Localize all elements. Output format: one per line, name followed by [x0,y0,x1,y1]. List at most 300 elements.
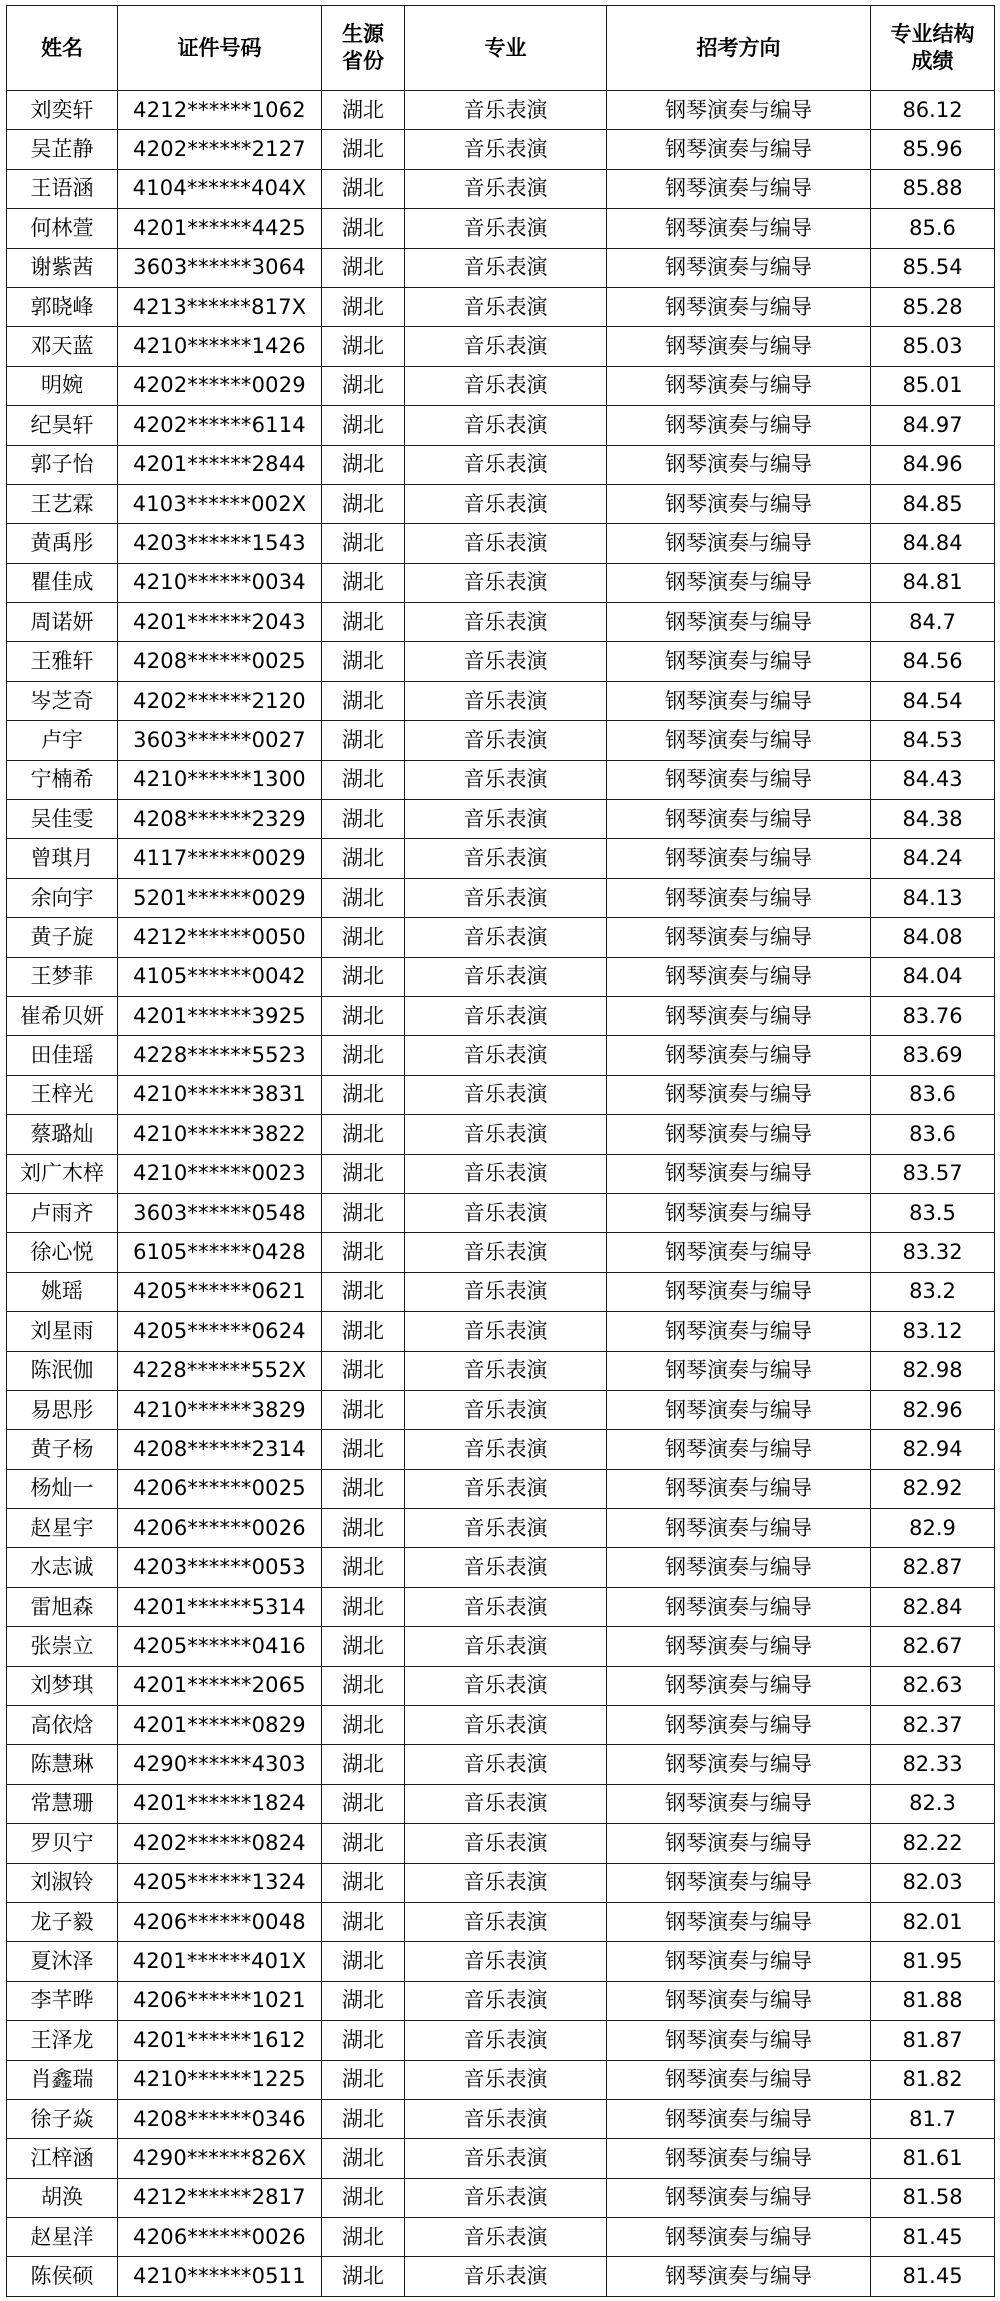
table-row [7,1902,995,1941]
province-cell: 湖北 [322,839,405,878]
score-cell: 81.45 [871,2257,995,2297]
major-cell: 音乐表演 [405,484,607,523]
id-number-cell: 4205******1324 [118,1863,322,1902]
table-row [7,1942,995,1981]
name-cell: 崔希贝妍 [7,996,118,1035]
id-number-cell: 4203******0053 [118,1548,322,1587]
score-cell: 81.87 [871,2021,995,2060]
id-number-cell: 4117******0029 [118,839,322,878]
table-row [7,1587,995,1626]
id-number-cell: 3603******0027 [118,721,322,760]
name-cell: 何林萱 [7,209,118,248]
id-number-cell: 4201******4425 [118,209,322,248]
province-cell: 湖北 [322,327,405,366]
id-number-cell: 4208******2329 [118,800,322,839]
major-cell: 音乐表演 [405,1390,607,1429]
major-cell: 音乐表演 [405,406,607,445]
name-cell: 王语涵 [7,169,118,208]
name-cell: 张崇立 [7,1627,118,1666]
table-row [7,2099,995,2138]
table-row [7,996,995,1035]
score-cell: 82.9 [871,1509,995,1548]
table-row [7,642,995,681]
province-cell: 湖北 [322,957,405,996]
direction-cell: 钢琴演奏与编导 [607,91,871,130]
province-cell: 湖北 [322,1942,405,1981]
table-row [7,1430,995,1469]
id-number-cell: 4201******2844 [118,445,322,484]
direction-cell: 钢琴演奏与编导 [607,1548,871,1587]
id-number-cell: 4205******0624 [118,1312,322,1351]
direction-cell: 钢琴演奏与编导 [607,1863,871,1902]
score-cell: 84.04 [871,957,995,996]
id-number-cell: 4213******817X [118,287,322,326]
direction-cell: 钢琴演奏与编导 [607,1154,871,1193]
score-cell: 84.43 [871,760,995,799]
major-cell: 音乐表演 [405,130,607,169]
table-row [7,1351,995,1390]
direction-cell: 钢琴演奏与编导 [607,1272,871,1311]
id-number-cell: 4202******0824 [118,1824,322,1863]
province-cell: 湖北 [322,445,405,484]
score-cell: 81.58 [871,2178,995,2217]
id-number-cell: 4105******0042 [118,957,322,996]
score-cell: 81.61 [871,2139,995,2178]
name-cell: 瞿佳成 [7,563,118,602]
name-cell: 谢紫茜 [7,248,118,287]
direction-cell: 钢琴演奏与编导 [607,130,871,169]
score-cell: 81.95 [871,1942,995,1981]
table-row [7,1115,995,1154]
table-row [7,287,995,326]
direction-cell: 钢琴演奏与编导 [607,721,871,760]
score-cell: 82.01 [871,1902,995,1941]
id-number-cell: 4208******2314 [118,1430,322,1469]
name-cell: 赵星洋 [7,2218,118,2257]
table-row [7,1036,995,1075]
id-number-cell: 4202******2120 [118,681,322,720]
major-cell: 音乐表演 [405,1627,607,1666]
province-cell: 湖北 [322,1193,405,1232]
id-number-cell: 4104******404X [118,169,322,208]
table-row [7,209,995,248]
province-cell: 湖北 [322,1312,405,1351]
id-number-cell: 4202******0029 [118,366,322,405]
direction-cell: 钢琴演奏与编导 [607,2060,871,2099]
major-cell: 音乐表演 [405,1351,607,1390]
direction-cell: 钢琴演奏与编导 [607,957,871,996]
province-cell: 湖北 [322,563,405,602]
name-cell: 黄禹彤 [7,524,118,563]
table-row [7,2178,995,2217]
name-cell: 高依焓 [7,1706,118,1745]
score-cell: 82.84 [871,1587,995,1626]
name-cell: 罗贝宁 [7,1824,118,1863]
score-cell: 84.84 [871,524,995,563]
direction-cell: 钢琴演奏与编导 [607,366,871,405]
direction-cell: 钢琴演奏与编导 [607,878,871,917]
id-number-cell: 4228******552X [118,1351,322,1390]
name-cell: 王雅轩 [7,642,118,681]
major-cell: 音乐表演 [405,1233,607,1272]
id-number-cell: 4206******1021 [118,1981,322,2020]
direction-cell: 钢琴演奏与编导 [607,996,871,1035]
table-row [7,524,995,563]
name-cell: 肖鑫瑞 [7,2060,118,2099]
direction-cell: 钢琴演奏与编导 [607,1036,871,1075]
score-cell: 83.69 [871,1036,995,1075]
name-cell: 雷旭森 [7,1587,118,1626]
direction-cell: 钢琴演奏与编导 [607,1587,871,1626]
score-cell: 83.32 [871,1233,995,1272]
score-header: 专业结构 成绩 [871,6,995,91]
name-cell: 岑芝奇 [7,681,118,720]
major-cell: 音乐表演 [405,839,607,878]
table-row [7,878,995,917]
direction-cell: 钢琴演奏与编导 [607,287,871,326]
direction-cell: 钢琴演奏与编导 [607,1233,871,1272]
header-row [7,6,995,91]
direction-cell: 钢琴演奏与编导 [607,1745,871,1784]
table-row [7,1075,995,1114]
major-cell: 音乐表演 [405,524,607,563]
table-row [7,2218,995,2257]
id-number-cell: 4203******1543 [118,524,322,563]
id-number-cell: 4201******2043 [118,603,322,642]
direction-cell: 钢琴演奏与编导 [607,406,871,445]
table-row [7,1233,995,1272]
direction-cell: 钢琴演奏与编导 [607,839,871,878]
name-cell: 吴芷静 [7,130,118,169]
table-row [7,1272,995,1311]
major-cell: 音乐表演 [405,91,607,130]
id-number-cell: 4201******401X [118,1942,322,1981]
province-cell: 湖北 [322,2257,405,2297]
province-cell: 湖北 [322,603,405,642]
name-cell: 常慧珊 [7,1784,118,1823]
name-cell: 王梓光 [7,1075,118,1114]
id-number-cell: 4212******2817 [118,2178,322,2217]
major-cell: 音乐表演 [405,1824,607,1863]
name-cell: 李芊晔 [7,1981,118,2020]
major-cell: 音乐表演 [405,1193,607,1232]
province-cell: 湖北 [322,1272,405,1311]
table-row [7,721,995,760]
table-row [7,603,995,642]
table-row [7,1627,995,1666]
name-cell: 赵星宇 [7,1509,118,1548]
table-body [7,91,995,2297]
table-row [7,1745,995,1784]
table-row [7,1548,995,1587]
table-row [7,327,995,366]
score-cell: 82.92 [871,1469,995,1508]
name-cell: 夏沐泽 [7,1942,118,1981]
score-cell: 83.6 [871,1115,995,1154]
direction-cell: 钢琴演奏与编导 [607,209,871,248]
major-cell: 音乐表演 [405,1666,607,1705]
direction-cell: 钢琴演奏与编导 [607,445,871,484]
direction-cell: 钢琴演奏与编导 [607,1430,871,1469]
score-cell: 86.12 [871,91,995,130]
name-cell: 陈侯硕 [7,2257,118,2297]
name-cell: 田佳瑶 [7,1036,118,1075]
name-cell: 刘梦琪 [7,1666,118,1705]
major-cell: 音乐表演 [405,2218,607,2257]
table-row [7,1666,995,1705]
table-row [7,445,995,484]
major-cell: 音乐表演 [405,642,607,681]
province-cell: 湖北 [322,1548,405,1587]
id-number-cell: 4206******0026 [118,1509,322,1548]
province-cell: 湖北 [322,130,405,169]
score-cell: 83.2 [871,1272,995,1311]
score-cell: 83.12 [871,1312,995,1351]
name-cell: 陈慧琳 [7,1745,118,1784]
major-cell: 音乐表演 [405,2139,607,2178]
major-cell: 音乐表演 [405,1115,607,1154]
id-number-cell: 4210******3829 [118,1390,322,1429]
direction-cell: 钢琴演奏与编导 [607,524,871,563]
score-cell: 82.94 [871,1430,995,1469]
province-cell: 湖北 [322,209,405,248]
province-cell: 湖北 [322,1784,405,1823]
score-cell: 85.01 [871,366,995,405]
major-cell: 音乐表演 [405,760,607,799]
province-cell: 湖北 [322,1115,405,1154]
major-cell: 音乐表演 [405,169,607,208]
province-cell: 湖北 [322,406,405,445]
score-cell: 83.6 [871,1075,995,1114]
table-row [7,957,995,996]
major-cell: 音乐表演 [405,1942,607,1981]
province-cell: 湖北 [322,2099,405,2138]
major-cell: 音乐表演 [405,603,607,642]
id-number-cell: 4206******0025 [118,1469,322,1508]
province-cell: 湖北 [322,800,405,839]
id-number-cell: 4212******1062 [118,91,322,130]
score-cell: 84.08 [871,918,995,957]
major-cell: 音乐表演 [405,366,607,405]
table-header [7,6,995,91]
direction-cell: 钢琴演奏与编导 [607,1942,871,1981]
province-cell: 湖北 [322,1509,405,1548]
id-number-cell: 3603******3064 [118,248,322,287]
direction-cell: 钢琴演奏与编导 [607,2218,871,2257]
score-cell: 81.45 [871,2218,995,2257]
score-cell: 84.54 [871,681,995,720]
major-cell: 音乐表演 [405,2021,607,2060]
province-cell: 湖北 [322,1430,405,1469]
score-cell: 81.88 [871,1981,995,2020]
province-cell: 湖北 [322,721,405,760]
province-cell: 湖北 [322,1902,405,1941]
id-number-cell: 6105******0428 [118,1233,322,1272]
score-cell: 85.96 [871,130,995,169]
province-cell: 湖北 [322,524,405,563]
table-row [7,248,995,287]
name-cell: 邓天蓝 [7,327,118,366]
table-row [7,2060,995,2099]
major-cell: 音乐表演 [405,248,607,287]
table-row [7,563,995,602]
province-cell: 湖北 [322,1706,405,1745]
major-cell: 音乐表演 [405,287,607,326]
major-cell: 音乐表演 [405,721,607,760]
province-cell: 湖北 [322,1036,405,1075]
direction-cell: 钢琴演奏与编导 [607,800,871,839]
major-cell: 音乐表演 [405,1075,607,1114]
province-cell: 湖北 [322,996,405,1035]
name-cell: 宁楠希 [7,760,118,799]
name-cell: 吴佳雯 [7,800,118,839]
id-number-cell: 4210******1300 [118,760,322,799]
major-cell: 音乐表演 [405,2099,607,2138]
direction-cell: 钢琴演奏与编导 [607,2021,871,2060]
score-cell: 82.63 [871,1666,995,1705]
major-cell: 音乐表演 [405,1745,607,1784]
id-number-cell: 4210******1225 [118,2060,322,2099]
major-cell: 音乐表演 [405,445,607,484]
major-cell: 音乐表演 [405,1509,607,1548]
table-row [7,1390,995,1429]
name-cell: 余向宇 [7,878,118,917]
major-cell: 音乐表演 [405,1784,607,1823]
province-cell: 湖北 [322,1863,405,1902]
table-row [7,800,995,839]
major-cell: 音乐表演 [405,1430,607,1469]
major-cell: 音乐表演 [405,2060,607,2099]
major-cell: 音乐表演 [405,1706,607,1745]
province-cell: 湖北 [322,169,405,208]
province-cell: 湖北 [322,1390,405,1429]
name-cell: 杨灿一 [7,1469,118,1508]
major-header: 专业 [405,6,607,91]
table-row [7,91,995,130]
id-number-cell: 4206******0026 [118,2218,322,2257]
id-number-cell: 4228******5523 [118,1036,322,1075]
id-number-cell: 4201******3925 [118,996,322,1035]
name-cell: 曾琪月 [7,839,118,878]
id-number-cell: 4201******5314 [118,1587,322,1626]
major-cell: 音乐表演 [405,1548,607,1587]
direction-cell: 钢琴演奏与编导 [607,918,871,957]
direction-cell: 钢琴演奏与编导 [607,1784,871,1823]
score-cell: 82.3 [871,1784,995,1823]
score-cell: 81.7 [871,2099,995,2138]
major-cell: 音乐表演 [405,1272,607,1311]
score-cell: 83.57 [871,1154,995,1193]
score-cell: 82.37 [871,1706,995,1745]
score-cell: 82.87 [871,1548,995,1587]
score-cell: 84.56 [871,642,995,681]
name-header: 姓名 [7,6,118,91]
name-cell: 蔡璐灿 [7,1115,118,1154]
direction-cell: 钢琴演奏与编导 [607,1351,871,1390]
province-cell: 湖北 [322,1075,405,1114]
name-cell: 明婉 [7,366,118,405]
score-cell: 84.24 [871,839,995,878]
id-number-cell: 4208******0025 [118,642,322,681]
province-cell: 湖北 [322,760,405,799]
direction-cell: 钢琴演奏与编导 [607,169,871,208]
score-cell: 82.98 [871,1351,995,1390]
table-row [7,406,995,445]
direction-header: 招考方向 [607,6,871,91]
id-number-cell: 4210******3822 [118,1115,322,1154]
id-number-cell: 4205******0416 [118,1627,322,1666]
score-cell: 84.53 [871,721,995,760]
id-number-cell: 4202******2127 [118,130,322,169]
name-cell: 胡涣 [7,2178,118,2217]
id-number-cell: 4210******0023 [118,1154,322,1193]
direction-cell: 钢琴演奏与编导 [607,760,871,799]
score-table [6,5,995,2297]
major-cell: 音乐表演 [405,1902,607,1941]
table-row [7,1824,995,1863]
name-cell: 刘广木梓 [7,1154,118,1193]
table-row [7,1863,995,1902]
direction-cell: 钢琴演奏与编导 [607,642,871,681]
major-cell: 音乐表演 [405,327,607,366]
name-cell: 卢雨齐 [7,1193,118,1232]
score-cell: 83.76 [871,996,995,1035]
id-number-cell: 4210******1426 [118,327,322,366]
id-number-cell: 4201******1824 [118,1784,322,1823]
name-cell: 卢宇 [7,721,118,760]
name-cell: 水志诚 [7,1548,118,1587]
score-cell: 85.03 [871,327,995,366]
direction-cell: 钢琴演奏与编导 [607,1666,871,1705]
major-cell: 音乐表演 [405,800,607,839]
direction-cell: 钢琴演奏与编导 [607,681,871,720]
score-cell: 84.81 [871,563,995,602]
score-cell: 82.22 [871,1824,995,1863]
score-cell: 81.82 [871,2060,995,2099]
name-cell: 王艺霖 [7,484,118,523]
province-cell: 湖北 [322,366,405,405]
direction-cell: 钢琴演奏与编导 [607,2178,871,2217]
id-number-cell: 4290******4303 [118,1745,322,1784]
province-cell: 湖北 [322,681,405,720]
province-cell: 湖北 [322,484,405,523]
table-row [7,1706,995,1745]
province-cell: 湖北 [322,2218,405,2257]
province-cell: 湖北 [322,1154,405,1193]
direction-cell: 钢琴演奏与编导 [607,1193,871,1232]
table-row [7,1469,995,1508]
major-cell: 音乐表演 [405,1981,607,2020]
name-cell: 龙子毅 [7,1902,118,1941]
province-cell: 湖北 [322,2139,405,2178]
province-cell: 湖北 [322,1745,405,1784]
direction-cell: 钢琴演奏与编导 [607,563,871,602]
direction-cell: 钢琴演奏与编导 [607,1981,871,2020]
name-cell: 刘星雨 [7,1312,118,1351]
table-row [7,839,995,878]
table-row [7,2139,995,2178]
direction-cell: 钢琴演奏与编导 [607,1115,871,1154]
table-row [7,1981,995,2020]
score-cell: 82.96 [871,1390,995,1429]
major-cell: 音乐表演 [405,1469,607,1508]
table-row [7,760,995,799]
score-cell: 85.54 [871,248,995,287]
score-cell: 85.88 [871,169,995,208]
name-cell: 刘淑铃 [7,1863,118,1902]
id-number-cell: 4201******1612 [118,2021,322,2060]
province-header: 生源 省份 [322,6,405,91]
